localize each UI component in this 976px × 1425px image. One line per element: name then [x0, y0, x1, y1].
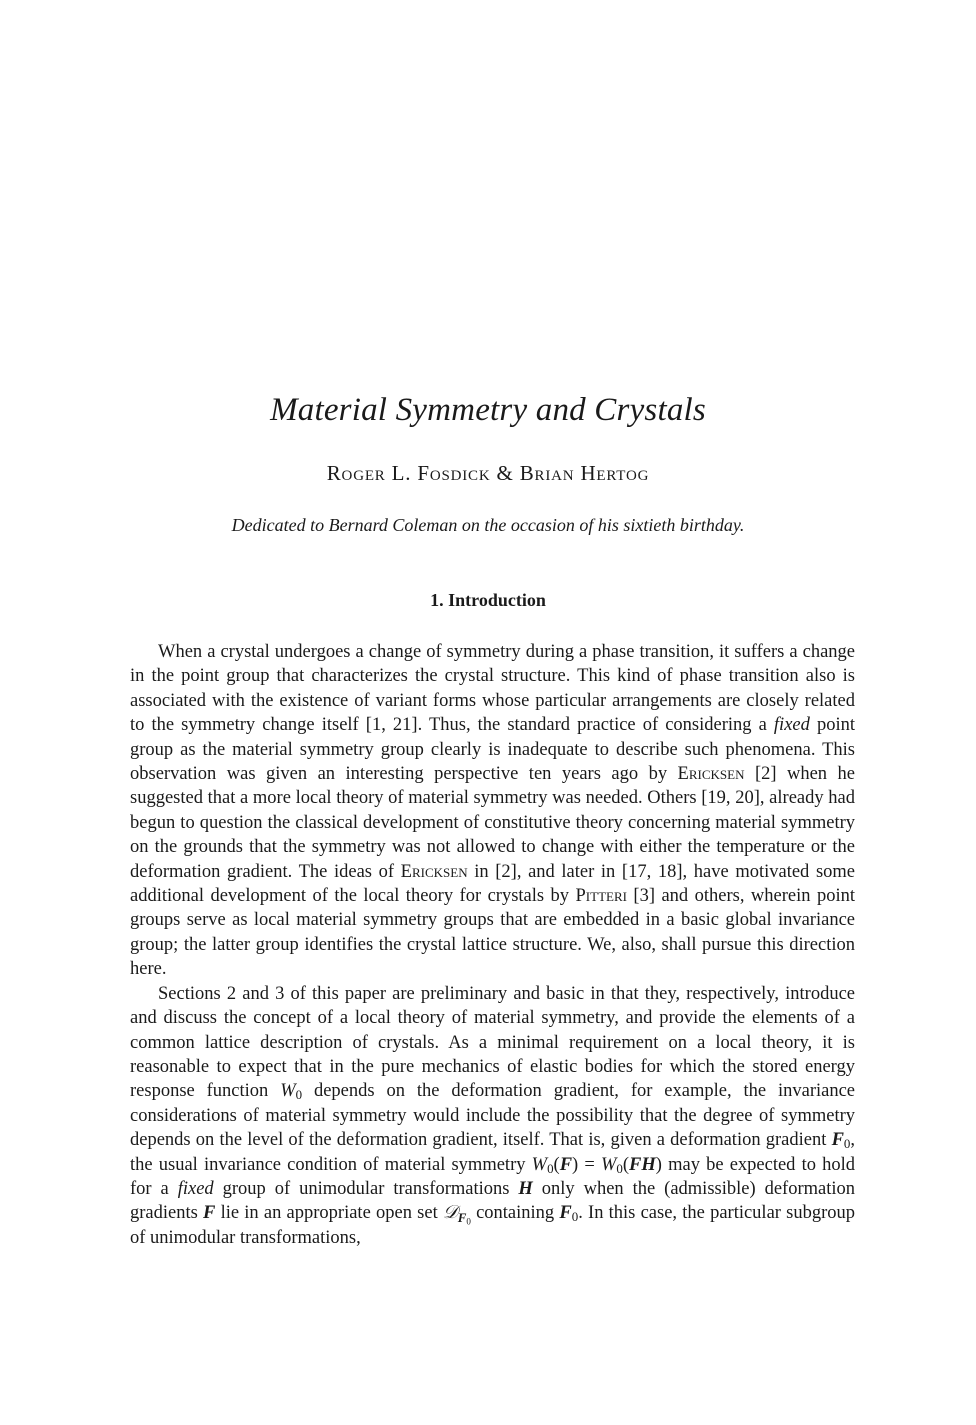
text-run: may be expected to hold for a [130, 1154, 856, 1199]
author-name: Ericksen [400, 861, 468, 882]
author-name: Ericksen [677, 764, 745, 785]
math-symbol: F [457, 1209, 467, 1225]
math-symbol: F [559, 1203, 572, 1224]
math-subscript: 0 [547, 1160, 554, 1176]
math-symbol: W [531, 1154, 548, 1175]
emphasis: fixed [773, 715, 810, 736]
emphasis: fixed [177, 1178, 214, 1199]
text-run: [2] when he suggested that a more local theory of material symmetry was needed. Others [19, 20], already had begun to question the classical development of constitutive theory concerning material symmetry on the grounds that the symmetry was not allowed to change with either the temperature or the deformation gradient. The ideas of [130, 764, 855, 882]
dedication: Dedicated to Bernard Coleman on the occasion of his sixtieth birthday. [231, 515, 745, 535]
math-symbol: W [600, 1154, 617, 1175]
math-operator: = [578, 1154, 601, 1175]
math-subscript: 0 [466, 1215, 471, 1226]
paper-title: Material Symmetry and Crystals [270, 392, 706, 428]
math-paren: ) [572, 1154, 579, 1175]
math-subscript: 0 [843, 1136, 851, 1152]
math-symbol: W [280, 1081, 296, 1102]
text-run: point group as the material symmetry group clearly is inadequate to describe such phenomena. This observation was given an interesting perspective ten years ago by [130, 715, 855, 785]
text-run: When a crystal undergoes a change of symmetry during a phase transition, it suffers a change in the point group that characterizes the crystal structure. This kind of phase transition also is associated with the existence of variant forms whose particular arrangements are closely related to the symmetry change itself [1, 21]. Thus, the standard practice of considering a [130, 642, 855, 736]
body-text [130, 640, 855, 1250]
math-paren: ) [655, 1154, 662, 1175]
paragraph-1 [130, 640, 855, 982]
math-symbol: F [559, 1154, 573, 1175]
section-heading: 1. Introduction [430, 590, 546, 610]
text-run: depends on the deformation gradient, for example, the invariance considerations of material symmetry would include the possibility that the degree of symmetry depends on the level of the deformation gradient, itself. That is, given a deformation gradient [130, 1081, 856, 1151]
math-subscript: 0 [571, 1209, 579, 1225]
author-name: Pitteri [575, 886, 627, 907]
paragraph-2 [130, 982, 855, 1250]
math-symbol: H [518, 1178, 533, 1199]
text-run: Sections 2 and 3 of this paper are preliminary and basic in that they, respectively, introduce and discuss the concept of a local theory of material symmetry, and provide the elements of a common lattice description of crystals. As a minimal requirement on a local theory, it is reasonable to expect that in the pure mechanics of elastic bodies for which the stored energy response function [130, 983, 855, 1102]
math-subscript: 0 [295, 1087, 303, 1103]
math-subscript [458, 1210, 471, 1225]
text-run: lie in an appropriate open set [215, 1203, 443, 1224]
math-symbol: F [831, 1130, 844, 1151]
math-symbol: FH [629, 1154, 656, 1175]
math-paren: ( [622, 1154, 630, 1175]
math-subscript: 0 [616, 1160, 623, 1176]
text-run: in [2], and later in [17, 18], have motivated some additional development of the local theory for crystals by [130, 861, 855, 907]
text-run: , the usual invariance condition of material symmetry [130, 1130, 855, 1175]
text-run: group of unimodular transformations [213, 1178, 519, 1199]
text-run: . In this case, the particular subgroup of unimodular transformations, [130, 1203, 856, 1248]
paper-authors: Roger L. Fosdick & Brian Hertog [326, 461, 650, 485]
text-run: containing [470, 1203, 560, 1224]
math-paren: ( [553, 1154, 560, 1175]
math-symbol: F [203, 1203, 216, 1224]
math-symbol: 𝒟 [442, 1202, 458, 1224]
text-run: only when the (admissible) deformation gradients [130, 1178, 855, 1224]
text-run: [3] and others, wherein point groups serve as local material symmetry groups that are embedded in a basic global invariance group; the latter group identifies the crystal lattice structure. We, also, shall pursue this direction here. [130, 886, 856, 980]
